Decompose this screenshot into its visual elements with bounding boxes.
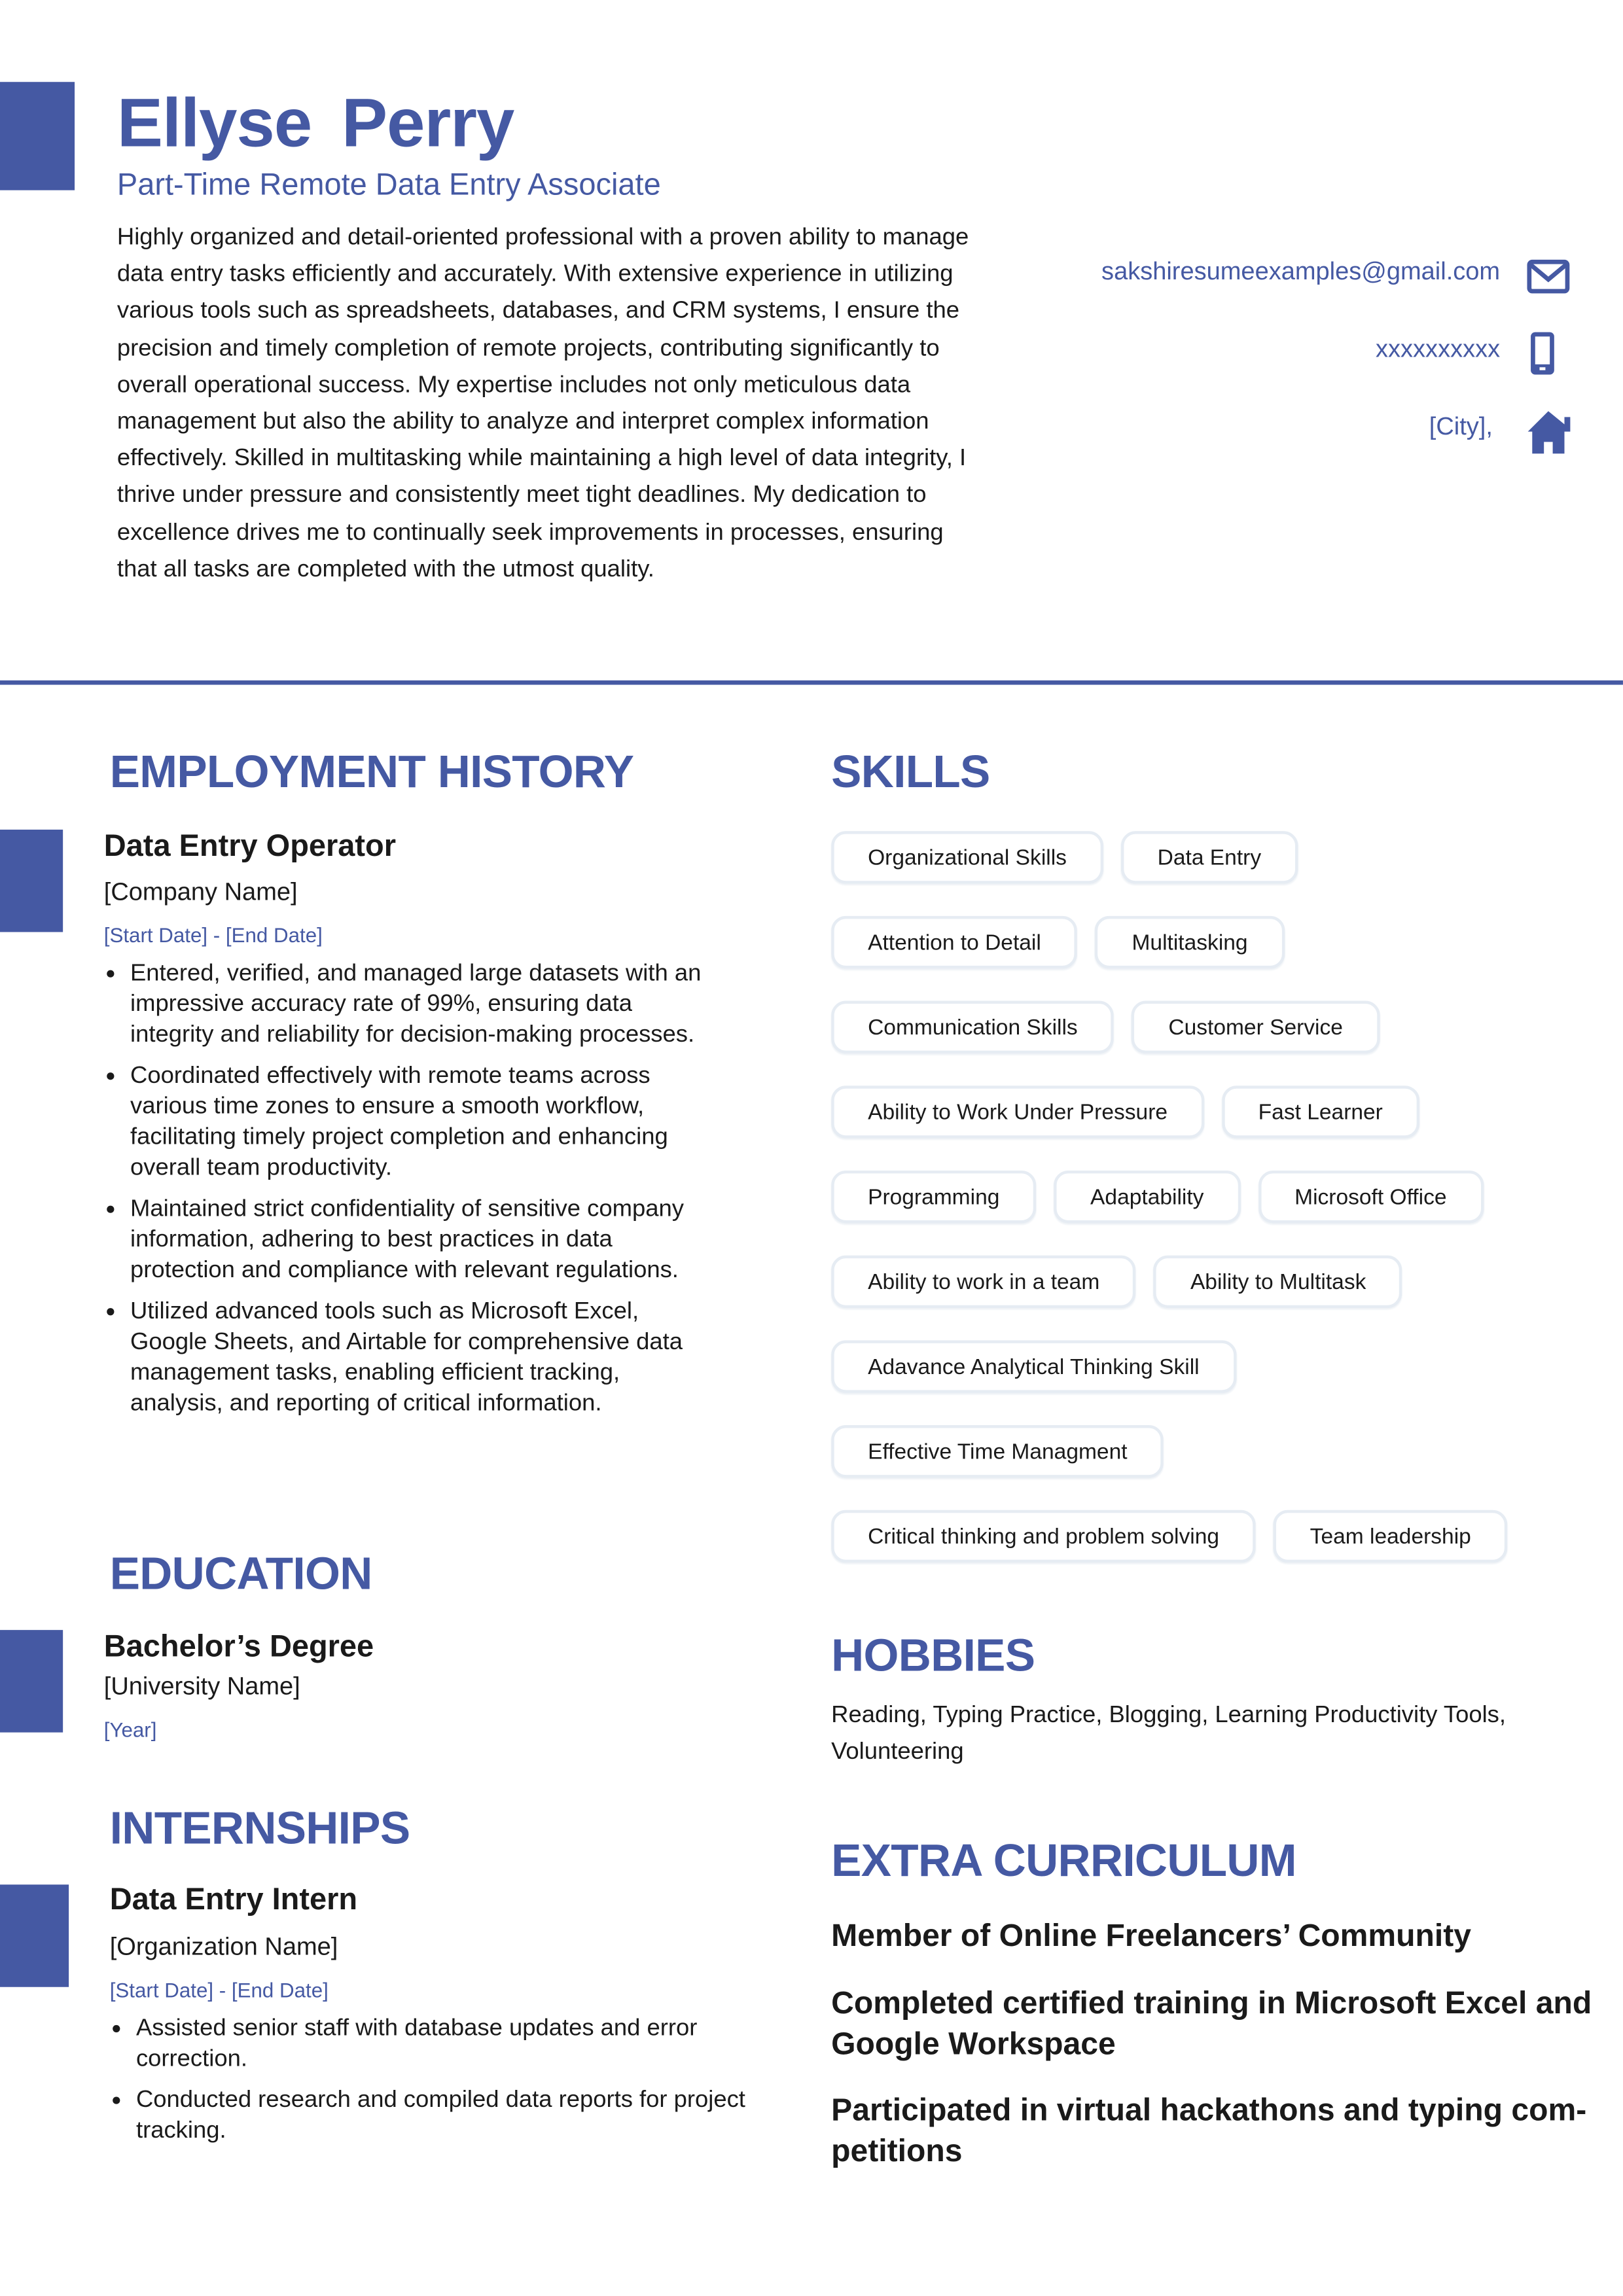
skill-pill: Organizational Skills [831, 831, 1103, 884]
internship-organization: [Organization Name] [109, 1933, 338, 1961]
contact-phone: xxxxxxxxxx [1376, 335, 1501, 363]
accent-bar [0, 1630, 63, 1733]
accent-bar [0, 1884, 69, 1987]
skill-pill: Communication Skills [831, 1001, 1114, 1054]
accent-bar [0, 82, 75, 190]
summary: Highly organized and detail-oriented professional with a proven ability to manage data entry tasks efficiently and accurately. With extensive experience in utilizing various tools such as spreadsheets, databases, and CRM systems, I ensure the precision and timely completion of remote projects, contributing significantly to overall operational success. My expertise includes not only meticulous data management but also the ability to analyze and interpret complex information effectively. Skilled in multitasking while maintaining a high level of data integrity, I thrive under pressure and consistently meet tight deadlines. My dedication to excellence drives me to continually seek improvements in processes, ensuring that all tasks are completed with the utmost quality. [116, 224, 969, 582]
skills-row [831, 1340, 1592, 1425]
skills-row [831, 1425, 1592, 1510]
skill-pill: Customer Service [1132, 1001, 1379, 1054]
education-year: [Year] [103, 1718, 157, 1742]
bullet: • Maintained strict confidentiality of sensitive company information, adhering to best practices in data protection and compliance with relevant regulations. [130, 1194, 715, 1286]
skill-pill: Effective Time Managment [831, 1425, 1164, 1478]
education-heading: EDUCATION [109, 1547, 372, 1600]
skill-pill: Team leadership [1274, 1510, 1508, 1563]
skills-row [831, 1001, 1592, 1086]
skill-pill: Fast Learner [1222, 1086, 1419, 1139]
employment-job-title: Data Entry Operator [103, 829, 397, 864]
employment-company: [Company Name] [103, 877, 298, 906]
candidate-name: Ellyse Perry [116, 83, 514, 161]
skills-row [831, 1171, 1592, 1256]
skill-pill: Ability to Work Under Pressure [831, 1086, 1204, 1139]
bullet: • Conducted research and compiled data reports for project tracking. [136, 2085, 758, 2147]
extra-item: Member of Online Freelancers’ Community [831, 1918, 1472, 1954]
skill-pill: Ability to Multitask [1154, 1256, 1402, 1309]
skills-row [831, 1256, 1592, 1341]
extra-curriculum-heading: EXTRA CURRICULUM [831, 1835, 1296, 1886]
extra-item: Participated in virtual hackathons and typing com-petitions [831, 2092, 1587, 2169]
contact-city: [City], [1429, 412, 1493, 441]
extra-item: Completed certified training in Microsoft Excel and Google Workspace [831, 1985, 1592, 2062]
skill-pill: Multitasking [1096, 916, 1285, 969]
employment-bullets [104, 959, 716, 1430]
bullet: • Assisted senior staff with database updates and error correction. [136, 2013, 758, 2075]
skill-pill: Ability to work in a team [831, 1256, 1136, 1309]
skill-pill: Programming [831, 1171, 1036, 1224]
bullet: • Coordinated effectively with remote teams across various time zones to ensure a smooth workflow, facilitating timely project completion and enhancing overall team productivity. [130, 1061, 715, 1184]
skills-row [831, 1086, 1592, 1171]
internship-title: Data Entry Intern [109, 1882, 358, 1917]
skill-pill: Microsoft Office [1258, 1171, 1483, 1224]
skills-row [831, 831, 1592, 916]
skill-pill: Adaptability [1054, 1171, 1240, 1224]
internships-heading: INTERNSHIPS [109, 1802, 410, 1854]
internship-bullets [110, 2013, 758, 2157]
accent-bar [0, 830, 63, 932]
skills-row [831, 916, 1592, 1001]
bullet: • Entered, verified, and managed large datasets with an impressive accuracy rate of 99%, ensuring data integrity and reliability for decision-making processes. [130, 959, 715, 1051]
mobile-phone-icon [1526, 330, 1570, 374]
employment-dates: [Start Date] - [End Date] [103, 923, 323, 947]
skill-pill: Adavance Analytical Thinking Skill [831, 1340, 1236, 1393]
hobbies-text: Reading, Typing Practice, Blogging, Learning Productivity Tools, Volunteering [831, 1701, 1507, 1765]
envelope-icon [1526, 255, 1570, 298]
skills-list [831, 831, 1592, 1595]
hobbies-heading: HOBBIES [831, 1630, 1035, 1682]
bullet: • Utilized advanced tools such as Microsoft Excel, Google Sheets, and Airtable for comprehensive data management tasks, enabling efficient tracking, analysis, and reporting of critical information. [130, 1296, 715, 1419]
internship-dates: [Start Date] - [End Date] [109, 1978, 329, 2002]
education-university: [University Name] [103, 1672, 300, 1701]
contact-email[interactable]: sakshiresumeexamples@gmail.com [1101, 257, 1501, 286]
divider [0, 680, 1623, 685]
skill-pill: Data Entry [1121, 831, 1298, 884]
education-degree: Bachelor’s Degree [103, 1630, 374, 1664]
job-title: Part-Time Remote Data Entry Associate [116, 168, 661, 202]
home-icon [1526, 410, 1570, 453]
skill-pill: Critical thinking and problem solving [831, 1510, 1256, 1563]
skills-row [831, 1510, 1592, 1595]
employment-heading: EMPLOYMENT HISTORY [109, 746, 634, 798]
skills-heading: SKILLS [831, 746, 990, 798]
skill-pill: Attention to Detail [831, 916, 1078, 969]
